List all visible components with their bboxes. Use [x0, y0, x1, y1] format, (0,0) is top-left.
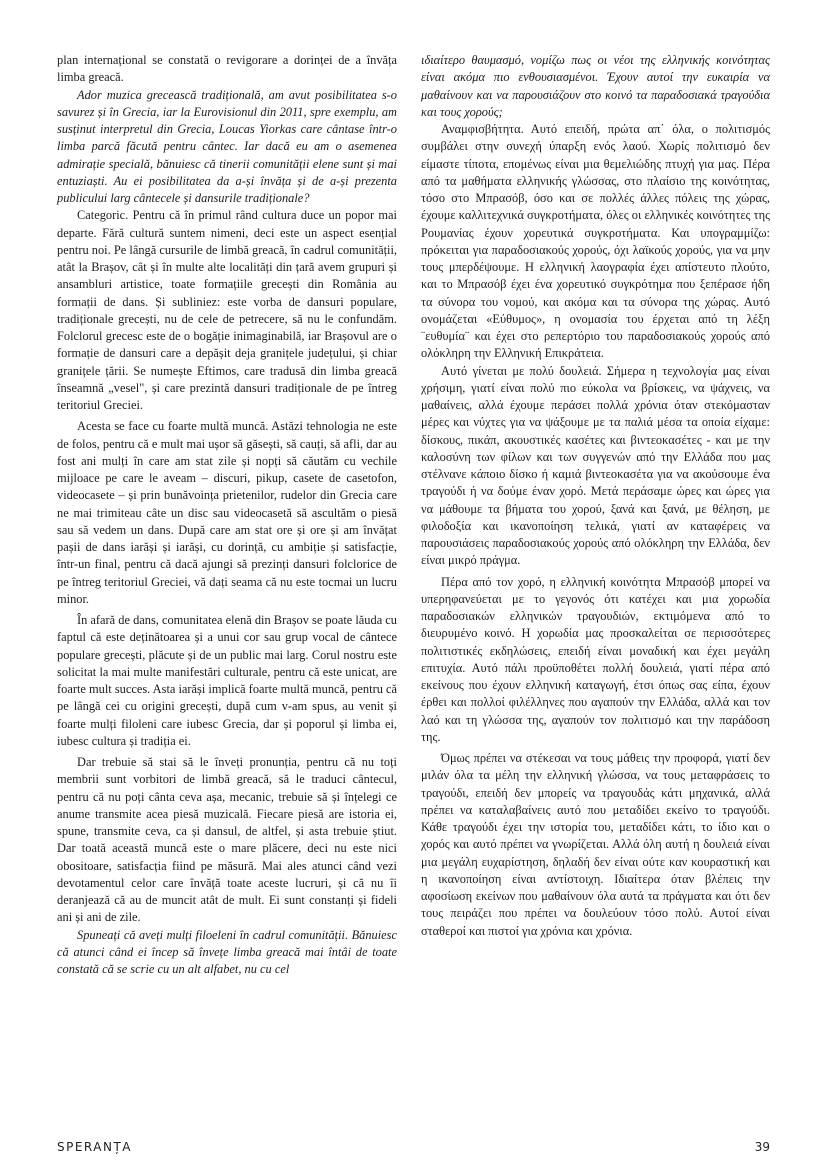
left-column: [57, 52, 397, 978]
right-paragraph: Όμως πρέπει να στέκεσαι να τους μάθεις την προφορά, γιατί δεν μιλάν όλα τα μέλη την ελληνική γλώσσα, να τους μεταφράσεις το τραγούδι, επειδή δεν μπορείς να τραγουδάς κάτι μηχανικά, αλλά πρέπει να καταλαβαίνεις αυτό που μεταδίδει εκείνο το τραγούδι. Κάθε τραγούδι έχει την ιστορία του, μεταδίδει κάτι, το ίδιο και ο χορός και αυτό πρέπει να γνωρίζεται. Αλλά όλη αυτή η δουλειά είναι μια μεγάλη ευχαρίστηση, δηλαδή δεν είναι ούτε καν κουραστική και η ικανοποίηση είναι αντίστοιχη. Ιδιαίτερα όταν βλέπεις την αφοσίωση εκείνων που μαθαίνουν όλα αυτά τα πράγματα και ότι δεν τους πειράζει που πρέπει να δουλεύουν τόσο πολύ. Αυτοί είναι σταθεροί και πιστοί για χρόνια και χρόνια.: [421, 751, 770, 938]
right-paragraph: Αυτό γίνεται με πολύ δουλειά. Σήμερα η τεχνολογία μας είναι χρήσιμη, γιατί είναι πολύ πιο εύκολα να βρίσκεις, να ψάχνεις, να μαθαίνεις, αλλά έχουμε περάσει πολλά χρόνια όταν στεκόμασταν μέρες και νύχτες για να ψάξουμε με τα παλιά μέσα τα οποία είχαμε: δίσκους, πικάπ, ακουστικές κασέτες και βιντεοκασέτες - και με την καλοσύνη των φίλων και των συγγενών από την Ελλάδα που μας στέλνανε κάποιο δίσκο ή καμιά βιντεοκασέτα για να ακούσουμε ένα τραγούδι ή να δούμε έναν χορό. Μετά περάσαμε ώρες και ώρες για να μάθουμε τα βήματα του χορού, ξανά και ξανά, με θέληση, με φιλοδοξία και ικανοποίηση τελικά, γιατί αν καταφέρεις να παρουσιάσεις παραδοσιακούς χορούς από ολόκληρη την Ελλάδα, δεν είναι μικρό πράγμα.: [421, 363, 770, 568]
left-paragraph: Acesta se face cu foarte multă muncă. Astăzi tehnologia ne este de folos, pentru că e mult mai ușor să găsești, să cauți, să afli, dar au fost ani mulți în care am stat zile și nopți să căutăm cu vechile mijloace pe care le aveam – discuri, pikup, casete de casetofon, videocasete – și prin bunăvoința prietenilor, rudelor din Grecia care ne mai trimiteau câte un disc sau videocasetă să ascultăm o piesă sau să vedem un dans. După care am stat ore și ore și am învățat pașii de dans iarăși și iarăși, cu dorință, cu ambiție și satisfacție, într-un final, pentru că dacă ajungi să prezinți dansuri folclorice de pe întreg teritoriul Greciei, vă dați seama că nu este tocmai un lucru minor.: [57, 419, 397, 606]
magazine-name: SPERANȚA: [57, 1140, 133, 1154]
left-paragraph: În afară de dans, comunitatea elenă din Brașov se poate lăuda cu faptul că este deținătoarea și a unui cor sau grup vocal de cântece populare grecești, plăcute și de un public mai larg. Corul nostru este solicitat la mai multe manifestări culturale, pentru că este unicat, are foarte mult succes. Asta iarăși implică foarte multă muncă, pentru că pe lângă cei cu origini grecești, după cum v-am spus, au venit și foarte mulți filoleni care iubesc Grecia, dar și poporul și limba ei, iubesc cultura și tradiția ei.: [57, 613, 397, 748]
right-paragraph: Πέρα από τον χορό, η ελληνική κοινότητα Μπρασόβ μπορεί να υπερηφανεύεται με το γεγονός ότι κατέχει και μια χορωδία παραδοσιακών ελληνικών τραγουδιών, εκτιμόμενα από το διευρυμένο κοινό. Η χορωδία μας προσκαλείται σε περισσότερες πολιτιστικές εκδηλώσεις, επειδή είναι μοναδική και έχει μεγάλη επιτυχία. Αυτό πάλι προϋποθέτει πολλή δουλειά, γιατί πέρα από εκείνους που έχουν ελληνική καταγωγή, έτσι όπως σας είπα, έχουν έρθει και πολλοί φιλέλληνες που αγαπούν την Ελλάδα, αλλά και τον λαό και τη γλώσσα της, αγαπούν τον πολιτισμό και την παράδοση της.: [421, 574, 770, 744]
left-paragraph: Categoric. Pentru că în primul rând cultura duce un popor mai departe. Fără cultură suntem nimeni, deci este un aspect esențial pentru noi. Pe lângă cursurile de limbă greacă, în cadrul comunității, atât la Brașov, cât și în multe alte localități din țară avem grupuri și ansambluri artistice, toate formațiile grecești din România au formații de dans. Și subliniez: este vorba de dansuri populare, tradiționale grecești, nu de cele de petrecere, să nu le confundăm. Folclorul grecesc este de o bogăție inimaginabilă, iar Brașovul are o formație de dansuri care a depășit deja granițele județului, și chiar granițele țării. Se numește Eftimos, care tradusă din limba greacă înseamnă „vesel", și care prezintă dansuri tradiționale de pe întreg teritoriul Greciei.: [57, 208, 397, 412]
right-column: [421, 52, 770, 940]
right-paragraph: Αναμφισβήτητα. Αυτό επειδή, πρώτα απ΄ όλα, ο πολιτισμός συμβάλει στην συνεχή ύπαρξη ενός λαού. Χωρίς πολιτισμό δεν είμαστε τίποτα, επομένως είναι μια θεμελιώδης πτυχή για μας. Πέρα από τα μαθήματα ελληνικής γλώσσας, στο πλαίσιο της κοινότητας, τόσο στο Μπρασόβ, όσο και σε πολλές άλλες πόλεις της χώρας, έχουμε καλλιτεχνικά συγκροτήματα, όλες οι ελληνικές κοινότητες της Ρουμανίας έχουν χορευτικά συγκροτήματα. Και υπογραμμίζω: πρόκειται για παραδοσιακούς χορούς, όχι λαϊκούς χορούς, για να μην τους μπερδέψουμε. Η ελληνική λαογραφία έχει απίστευτο πλούτο, και το Μπρασόβ έχει ένα χορευτικό συγκρότημα που ξεπέρασε ήδη τα σύνορα του νομού, και ακόμα και τα σύνορα της χώρας. Αυτό ονομάζεται «Εύθυμος», η ονομασία του έρχεται από τη λέξη ¨ευθυμία¨ και έχει στο ρεπερτόριο του παραδοσιακούς χορούς από ολόκληρη την Ελληνική Επικράτεια.: [421, 122, 770, 361]
left-paragraph: Dar trebuie să stai să le înveți pronunția, pentru că nu toți membrii sunt vorbitori de limbă greacă, să le traduci cântecul, pentru că nu poți cânta ceva așa, mecanic, trebuie să și înțelegi ce anume transmite acea piesă muzicală. Fiecare piesă are istoria ei, spune, transmite ceva, ca și dansul, de altfel, și asta trebuie știut. Dar toată această muncă este o mare plăcere, deci nu este nici obositoare, satisfacția fiind pe măsură. Mai ales atunci când vezi devotamentul celor care învăță toate aceste lucruri, și că nu îi deranjează că au de muncit atât de mult. Ei sunt constanți și fideli ani și ani de zile.: [57, 755, 397, 925]
page-number: 39: [754, 1140, 770, 1154]
right-paragraph: ιδιαίτερο θαυμασμό, νομίζω πως οι νέοι της ελληνικής κοινότητας είναι ακόμα πιο ενθουσιασμένοι. Έχουν αυτοί την ευκαιρία να μαθαίνουν και να παρουσιάζουν στο κοινό τα παραδοσιακά τραγούδια και τους χορούς;: [421, 53, 770, 119]
left-paragraph: plan internațional se constată o revigorare a dorinței de a învăța limba greacă.: [57, 53, 397, 85]
left-paragraph: Spuneați că aveți mulți filoeleni în cadrul comunității. Bănuiesc că atunci când ei încep să învețe limba greacă mai întâi de toate constată că se scrie cu un alt alfabet, nu cu cel: [57, 927, 397, 976]
left-paragraph: Ador muzica grecească tradițională, am avut posibilitatea s-o savurez și în Grecia, iar la Eurovisionul din 2011, spre exemplu, am susținut interpretul din Grecia, Loucas Yiorkas care cântase într-o limba parcă făcută pentru cântec. Iar dacă eu am o asemenea admirație specială, bănuiesc că tinerii comunității elene sunt și mai entuziaști. Au ei posibilitatea da a-și învăța și de a-și prezenta publicului larg cântecele și dansurile tradiționale?: [57, 87, 397, 205]
